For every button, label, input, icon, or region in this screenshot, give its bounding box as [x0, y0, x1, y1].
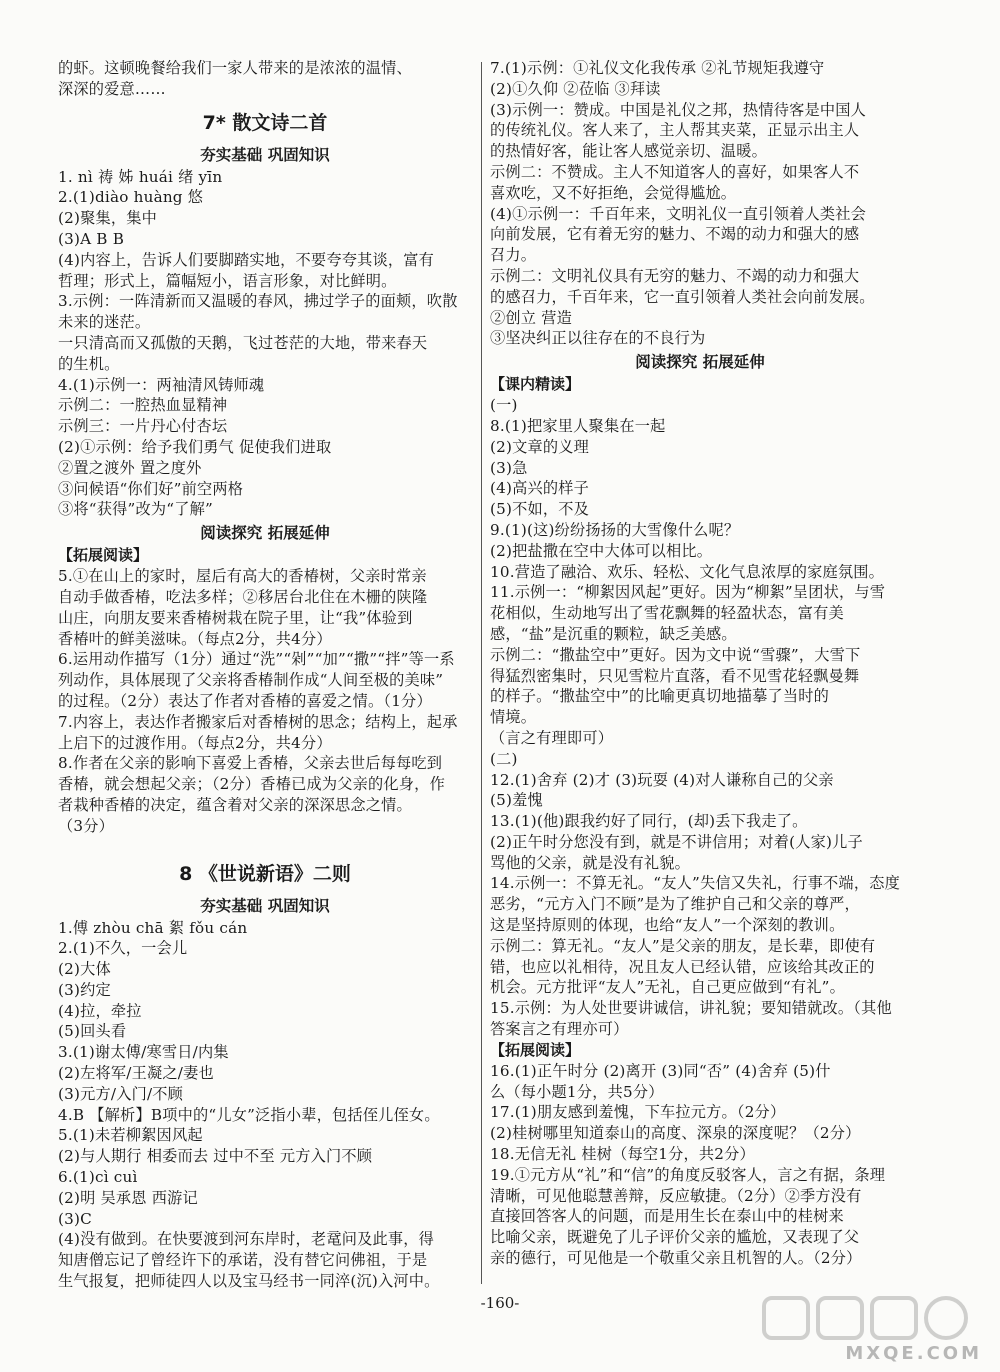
section-8-title: 8 《世说新语》二则	[179, 862, 351, 885]
part-one-answer-line: (4)高兴的样子	[490, 479, 590, 498]
section-7-answer-line: ②置之渡外 置之度外	[58, 458, 202, 477]
right-subtitle-reading: 阅读探究 拓展延伸	[635, 353, 765, 372]
intro-line: 的虾。这顿晚餐给我们一家人带来的是浓浓的温情、	[58, 59, 412, 77]
section-8-answer-line: (3)约定	[58, 980, 111, 999]
right-answer-line: (4)①示例一：千百年来，文明礼仪一直引领着人类社会	[490, 204, 867, 223]
extended-answer-line: 亲的德行，可见他是一个敬重父亲且机智的人。（2分）	[490, 1249, 862, 1268]
section-7-reading-answer-line: 山庄，向朋友要来香椿树栽在院子里，让“我”体验到	[58, 608, 413, 627]
section-7-answer-line: 的生机。	[58, 354, 120, 373]
right-answer-line: ②创立 营造	[490, 308, 572, 327]
right-answer-line: ③坚决纠正以往存在的不良行为	[490, 329, 706, 348]
section-8-answer-line: (4)没有做到。在快要渡到河东岸时，老鼋问及此事，得	[58, 1230, 435, 1249]
right-answer-line: 的传统礼仪。客人来了，主人帮其夹菜，正显示出主人	[490, 121, 860, 140]
part-one-answer-line: 的样子。“撒盐空中”的比喻更真切地描摹了当时的	[490, 687, 830, 706]
part-one-answer-line: 感，“盐”是沉重的颗粒，缺乏美感。	[490, 624, 737, 643]
section-8-subtitle-basics: 夯实基础 巩固知识	[200, 896, 330, 915]
right-answer-line: 召力。	[490, 246, 537, 265]
part-two-answer-line: 14.示例一：不算无礼。“友人”失信又失礼，行事不端，态度	[490, 874, 900, 893]
section-7-reading-answer-line: 7.内容上，表达作者搬家后对香椿树的思念；结构上，起承	[58, 712, 458, 731]
extended-answer-line: (2)桂树哪里知道泰山的高度、深泉的深度呢？（2分）	[490, 1124, 861, 1143]
section-7-reading-answer-line: 香椿叶的鲜美滋味。（每点2分，共4分）	[58, 629, 332, 648]
section-7-reading-answer-line: 列动作，具体展现了父亲将香椿制作成“人间至极的美味”	[58, 671, 444, 690]
section-7-answer-line: 4.(1)示例一：两袖清风铸师魂	[58, 375, 265, 394]
part-one-answer-line: （言之有理即可）	[490, 728, 614, 747]
part-two-answer-line: 15.示例：为人处世要讲诚信，讲礼貌；要知错就改。（其他	[490, 999, 892, 1018]
section-7-answer-line: (3)A B B	[58, 229, 125, 248]
section-7-reading-answer-line: 6.运用动作描写（1分）通过“洗”“剁”“加”“撒”“拌”等一系	[58, 650, 455, 669]
section-7-answer-line: (2)①示例：给予我们勇气 促使我们进取	[58, 437, 332, 456]
section-8-answer-line: (3)元方/入门/不顾	[58, 1084, 184, 1103]
extended-answer-line: 清晰，可见他聪慧善辩，反应敏捷。（2分）②季方没有	[490, 1186, 862, 1205]
extended-answer-line: 16.(1)正午时分 (2)离开 (3)同“否” (4)舍弃 (5)什	[490, 1061, 831, 1080]
right-answer-line: (2)①久仰 ②莅临 ③拜读	[490, 79, 661, 98]
section-7-reading-answer-line: 上启下的过渡作用。（每点2分，共4分）	[58, 733, 332, 752]
part-two-answer-line: 13.(1)(他)跟我约好了同行，(却)丢下我走了。	[490, 812, 808, 831]
section-7-subtitle-basics: 夯实基础 巩固知识	[200, 145, 330, 164]
section-8-answer-line: (5)回头看	[58, 1022, 127, 1041]
part-two-answer-line: 这是坚持原则的体现，也给“友人”一个深刻的教训。	[490, 916, 845, 935]
part-one-answer-line: 示例二：“撒盐空中”更好。因为文中说“雪骤”，大雪下	[490, 645, 861, 664]
part-two-answer-line: 答案言之有理亦可）	[490, 1020, 629, 1039]
section-7-reading-answer-line: 的过程。（2分）表达了作者对香椿的喜爱之情。（1分）	[58, 691, 432, 710]
extended-answer-line: 19.①元方从“礼”和“信”的角度反驳客人，言之有据，条理	[490, 1165, 886, 1184]
section-7-answer-line: 示例二：一腔热血显精神	[58, 396, 228, 415]
section-7-answer-line: 哲理；形式上，篇幅短小，语言形象，对比鲜明。	[58, 271, 397, 290]
section-7-reading-answer-line: 香椿，就会想起父亲；（2分）香椿已成为父亲的化身，作	[58, 775, 445, 794]
section-8-answer-line: (2)大体	[58, 960, 111, 979]
section-8-answer-line: (2)左将军/王凝之/妻也	[58, 1064, 214, 1083]
part-two-label: (二)	[490, 749, 518, 768]
part-one-answer-line: (2)文章的义理	[490, 437, 590, 456]
section-7-title: 7* 散文诗二首	[202, 111, 328, 134]
extended-answer-line: 17.(1)朋友感到羞愧，下车拉元方。（2分）	[490, 1103, 786, 1122]
part-one-answer-line: 花相似，生动地写出了雪花飘舞的轻盈状态，富有美	[490, 604, 844, 623]
part-one-answer-line: (5)不如，不及	[490, 500, 590, 519]
extended-answer-line: 比喻父亲，既避免了儿子评价父亲的尴尬，又表现了父	[490, 1228, 860, 1247]
section-7-answer-line: 未来的迷茫。	[58, 313, 151, 332]
right-column	[490, 58, 910, 1269]
page-number: -160-	[480, 1294, 520, 1312]
section-7-reading-answer-line: （3分）	[58, 816, 115, 835]
section-8-answer-line: (4)拉，牵拉	[58, 1001, 142, 1020]
section-8-answer-line: 1.傅 zhòu chā 絮 fǒu cán	[58, 918, 248, 937]
section-8-answer-line: 2.(1)不久，一会儿	[58, 939, 188, 958]
part-one-answer-line: (2)把盐撒在空中大体可以相比。	[490, 541, 713, 560]
section-7-answer-line: 一只清高而又孤傲的天鹅，飞过苍茫的大地，带来春天	[58, 333, 428, 352]
section-7-subtitle-reading: 阅读探究 拓展延伸	[200, 524, 330, 543]
part-two-answer-line: 错，也应以礼相待，况且友人已经认错，应该给其改正的	[490, 957, 875, 976]
part-two-answer-line: 示例二：算无礼。“友人”是父亲的朋友，是长辈，即使有	[490, 936, 876, 955]
right-extended-reading-label: 【拓展阅读】	[490, 1040, 581, 1059]
section-7-reading-answer-line: 8.作者在父亲的影响下喜爱上香椿，父亲去世后每每吃到	[58, 754, 443, 773]
extended-answer-line: 么（每小题1分，共5分）	[490, 1082, 664, 1101]
right-answer-line: 7.(1)示例：①礼仪文化我传承 ②礼节规矩我遵守	[490, 59, 825, 77]
part-one-answer-line: 10.营造了融洽、欢乐、轻松、文化气息浓厚的家庭氛围。	[490, 562, 885, 581]
section-7-answer-line: (4)内容上，告诉人们要脚踏实地，不要夸夸其谈，富有	[58, 250, 435, 269]
section-7-reading-answer-line: 5.①在山上的家时，屋后有高大的香椿树，父亲时常亲	[58, 567, 427, 586]
part-two-answer-line: 12.(1)舍弃 (2)才 (3)玩耍 (4)对人谦称自己的父亲	[490, 770, 834, 789]
watermark-text: MXQE.COM	[845, 1343, 982, 1364]
part-two-answer-line: 机会。元方批评“友人”无礼，自己更应做到“有礼”。	[490, 978, 845, 997]
section-7-answer-line: ③将“获得”改为“了解”	[58, 500, 213, 519]
intro-line: 深深的爱意……	[58, 79, 166, 98]
section-8-answer-line: 4.B 【解析】B项中的“儿女”泛指小辈，包括侄儿侄女。	[58, 1105, 440, 1124]
right-answer-line: 的热情好客，能让客人感觉亲切、温暖。	[490, 142, 767, 161]
section-8-answer-line: 3.(1)谢太傅/寒雪日/内集	[58, 1043, 229, 1062]
left-column	[58, 58, 472, 1292]
section-7-answer-line: 1. nì 祷 姊 huái 绪 yīn	[58, 167, 223, 186]
part-two-answer-line: (5)羞愧	[490, 791, 543, 810]
part-two-answer-line: 骂他的父亲，就是没有礼貌。	[490, 853, 691, 872]
section-8-answer-line: (2)明 吴承恩 西游记	[58, 1188, 198, 1207]
section-8-answer-line: (3)C	[58, 1209, 92, 1228]
right-answer-line: (3)示例一：赞成。中国是礼仪之邦，热情待客是中国人	[490, 100, 867, 119]
extended-answer-line: 直接回答客人的问题，而是用生长在泰山中的桂树来	[490, 1207, 844, 1226]
section-7-answer-line: 3.示例：一阵清新而又温暖的春风，拂过学子的面颊，吹散	[58, 292, 458, 311]
section-8-answer-line: 6.(1)cì cuì	[58, 1168, 138, 1187]
extended-reading-label: 【拓展阅读】	[58, 546, 149, 565]
section-8-answer-line: 5.(1)未若柳絮因风起	[58, 1126, 203, 1145]
section-7-reading-answer-line: 者栽种香椿的决定，蕴含着对父亲的深深思念之情。	[58, 795, 412, 814]
section-7-answer-line: (2)聚集，集中	[58, 209, 158, 228]
part-one-answer-line: 11.示例一：“柳絮因风起”更好。因为“柳絮”呈团状，与雪	[490, 583, 886, 602]
section-7-reading-answer-line: 自动手做香椿，吃法多样；②移居台北住在木栅的陕隆	[58, 587, 428, 606]
part-one-answer-line: 9.(1)(这)纷纷扬扬的大雪像什么呢？	[490, 520, 740, 539]
section-8-answer-line: 生气报复，把师徒四人以及宝马经书一同淬(沉)入河中。	[58, 1272, 440, 1291]
inclass-reading-label: 【课内精读】	[490, 375, 581, 394]
right-answer-line: 向前发展，它有着无穷的魅力、不竭的动力和强大的感	[490, 225, 860, 244]
column-divider	[481, 62, 482, 1284]
right-answer-line: 喜欢吃，又不好拒绝，会觉得尴尬。	[490, 183, 737, 202]
part-two-answer-line: 恶劣，“元方入门不顾”是为了维护自己和父亲的尊严，	[490, 895, 860, 914]
extended-answer-line: 18.无信无礼 桂树（每空1分，共2分）	[490, 1145, 755, 1164]
part-one-label: (一)	[490, 396, 518, 415]
right-answer-line: 示例二：不赞成。主人不知道客人的喜好，如果客人不	[490, 162, 860, 181]
part-one-answer-line: (3)急	[490, 458, 528, 477]
section-7-answer-line: ③问候语“你们好”前空两格	[58, 479, 244, 498]
section-7-answer-line: 2.(1)diào huàng 悠	[58, 188, 204, 207]
section-8-answer-line: (2)与人期行 相委而去 过中不至 元方入门不顾	[58, 1147, 373, 1166]
part-one-answer-line: 情境。	[490, 708, 537, 727]
right-answer-line: 示例二：文明礼仪具有无穷的魅力、不竭的动力和强大	[490, 266, 860, 285]
section-8-answer-line: 知唐僧忘记了曾经许下的承诺，没有替它问佛祖，于是	[58, 1251, 428, 1270]
right-answer-line: 的感召力，千百年来，它一直引领着人类社会向前发展。	[490, 287, 875, 306]
part-one-answer-line: 8.(1)把家里人聚集在一起	[490, 416, 666, 435]
part-two-answer-line: (2)正午时分您没有到，就是不讲信用；对着(人家)儿子	[490, 832, 863, 851]
section-7-answer-line: 示例三：一片丹心付杏坛	[58, 417, 228, 436]
part-one-answer-line: 得猛烈密集时，只见雪粒片直落，看不见雪花轻飘曼舞	[490, 666, 860, 685]
